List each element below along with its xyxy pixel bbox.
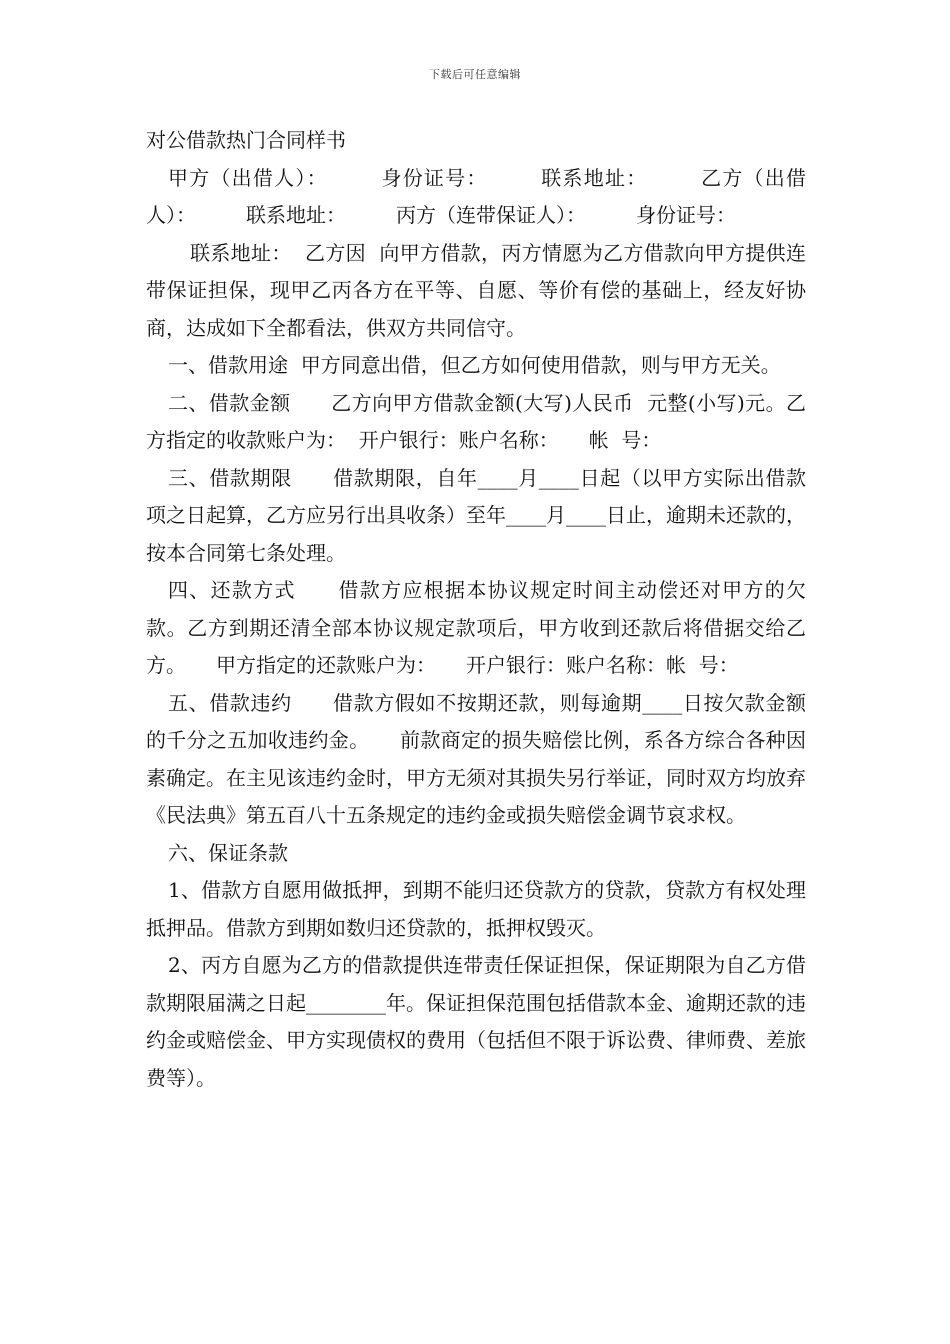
clause-guarantee-heading: 六、保证条款 [168, 840, 288, 865]
page-header-note: 下载后可任意编辑 [429, 68, 521, 81]
clause-amount: 二、借款金额 乙方向甲方借款金额(大写)人民币 元整(小写)元。乙方指定的收款账户为： 开户银行：账户名称： 帐 号： [146, 390, 806, 452]
clause-term: 三、借款期限 借款期限，自年____月____日起（以甲方实际出借款项之日起算，乙方应另行出具收条）至年____月____日止，逾期未还款的，按本合同第七条处理。 [146, 465, 806, 565]
clause-default: 五、借款违约 借款方假如不按期还款，则每逾期____日按欠款金额的千分之五加收违约金。 前款商定的损失赔偿比例，系各方综合各种因素确定。在主见该违约金时，甲方无须对其损失另行举证，同时双方均放弃《民法典》第五百八十五条规定的违约金或损失赔偿金调节哀求权。 [146, 690, 806, 827]
clause-guarantee-item-2: 2、丙方自愿为乙方的借款提供连带责任保证担保，保证期限为自乙方借款期限届满之日起________年。保证担保范围包括借款本金、逾期还款的违约金或赔偿金、甲方实现债权的费用（包括但不限于诉讼费、律师费、差旅费等）。 [146, 953, 806, 1090]
clause-repayment: 四、还款方式 借款方应根据本协议规定时间主动偿还对甲方的欠款。乙方到期还清全部本协议规定款项后，甲方收到还款后将借据交给乙方。 甲方指定的还款账户为： 开户银行：账户名称：帐 号： [146, 578, 806, 677]
preamble-paragraph: 联系地址： 乙方因 向甲方借款，丙方情愿为乙方借款向甲方提供连带保证担保，现甲乙丙各方在平等、自愿、等价有偿的基础上，经友好协商，达成如下全都看法，供双方共同信守。 [146, 240, 806, 340]
document-body [146, 122, 806, 1097]
document-title: 对公借款热门合同样书 [146, 128, 346, 152]
clause-guarantee-item-1: 1、借款方自愿用做抵押，到期不能归还贷款方的贷款，贷款方有权处理抵押品。借款方到期如数归还贷款的，抵押权毁灭。 [146, 878, 806, 940]
parties-paragraph: 甲方（出借人）： 身份证号： 联系地址： 乙方（出借人）： 联系地址： 丙方（连带保证人）： 身份证号： [146, 165, 806, 227]
clause-purpose: 一、借款用途 甲方同意出借，但乙方如何使用借款，则与甲方无关。 [168, 353, 781, 377]
